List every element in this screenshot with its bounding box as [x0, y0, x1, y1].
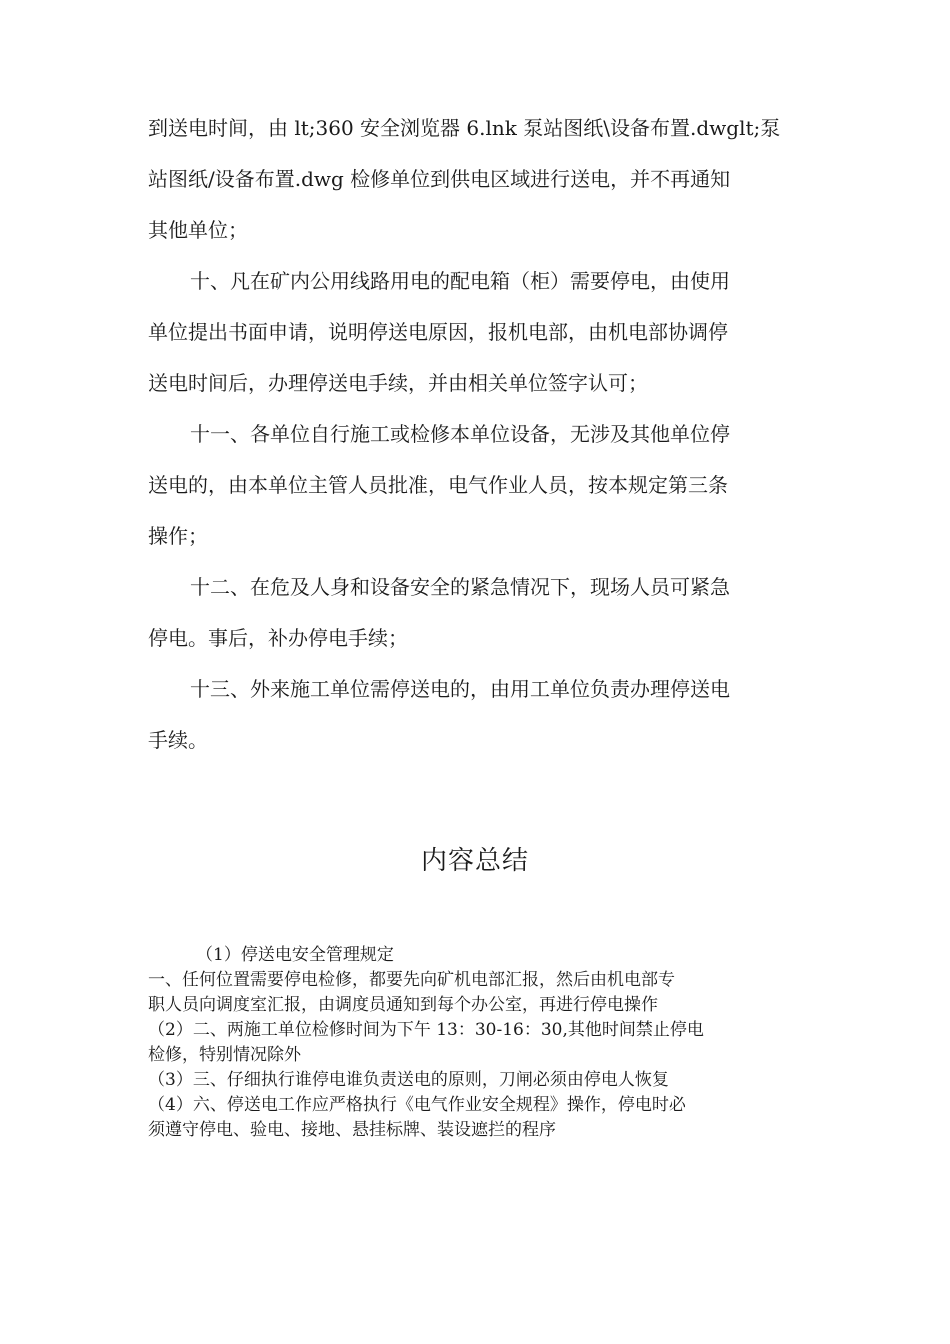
summary-line: 职人员向调度室汇报，由调度员通知到每个办公室，再进行停电操作: [148, 995, 658, 1015]
summary-title: 内容总结: [420, 846, 529, 876]
summary-line: （2）二、两施工单位检修时间为下午 13：30-16：30,其他时间禁止停电: [148, 1020, 704, 1040]
paragraph-eleven-line: 十一、各单位自行施工或检修本单位设备，无涉及其他单位停: [190, 422, 730, 446]
body-line: 手续。: [148, 728, 208, 752]
body-line: 单位提出书面申请，说明停送电原因，报机电部，由机电部协调停: [148, 320, 728, 344]
document-body: [148, 118, 808, 781]
summary-line: （4）六、停送电工作应严格执行《电气作业安全规程》操作，停电时必: [148, 1095, 686, 1115]
summary-line: （3）三、仔细执行谁停电谁负责送电的原则，刀闸必须由停电人恢复: [148, 1070, 669, 1090]
summary-section: [148, 943, 808, 1143]
summary-line: 一、任何位置需要停电检修，都要先向矿机电部汇报，然后由机电部专: [148, 970, 675, 990]
summary-line: （1）停送电安全管理规定: [196, 945, 394, 965]
body-line: 站图纸/设备布置.dwg 检修单位到供电区域进行送电，并不再通知: [148, 167, 731, 191]
paragraph-thirteen-line: 十三、外来施工单位需停送电的，由用工单位负责办理停送电: [190, 677, 730, 701]
summary-line: 检修，特别情况除外: [148, 1045, 301, 1065]
body-line: 送电时间后，办理停送电手续，并由相关单位签字认可；: [148, 371, 648, 395]
body-line: 操作；: [148, 524, 208, 548]
body-line: 其他单位；: [148, 218, 248, 242]
body-line: 到送电时间，由 lt;360 安全浏览器 6.lnk 泵站图纸\设备布置.dwglt;泵: [148, 116, 781, 140]
paragraph-twelve-line: 十二、在危及人身和设备安全的紧急情况下，现场人员可紧急: [190, 575, 730, 599]
paragraph-ten-line: 十、凡在矿内公用线路用电的配电箱（柜）需要停电，由使用: [190, 269, 730, 293]
body-line: 停电。事后，补办停电手续；: [148, 626, 408, 650]
summary-line: 须遵守停电、验电、接地、悬挂标牌、装设遮拦的程序: [148, 1120, 556, 1140]
body-line: 送电的，由本单位主管人员批准，电气作业人员，按本规定第三条: [148, 473, 728, 497]
